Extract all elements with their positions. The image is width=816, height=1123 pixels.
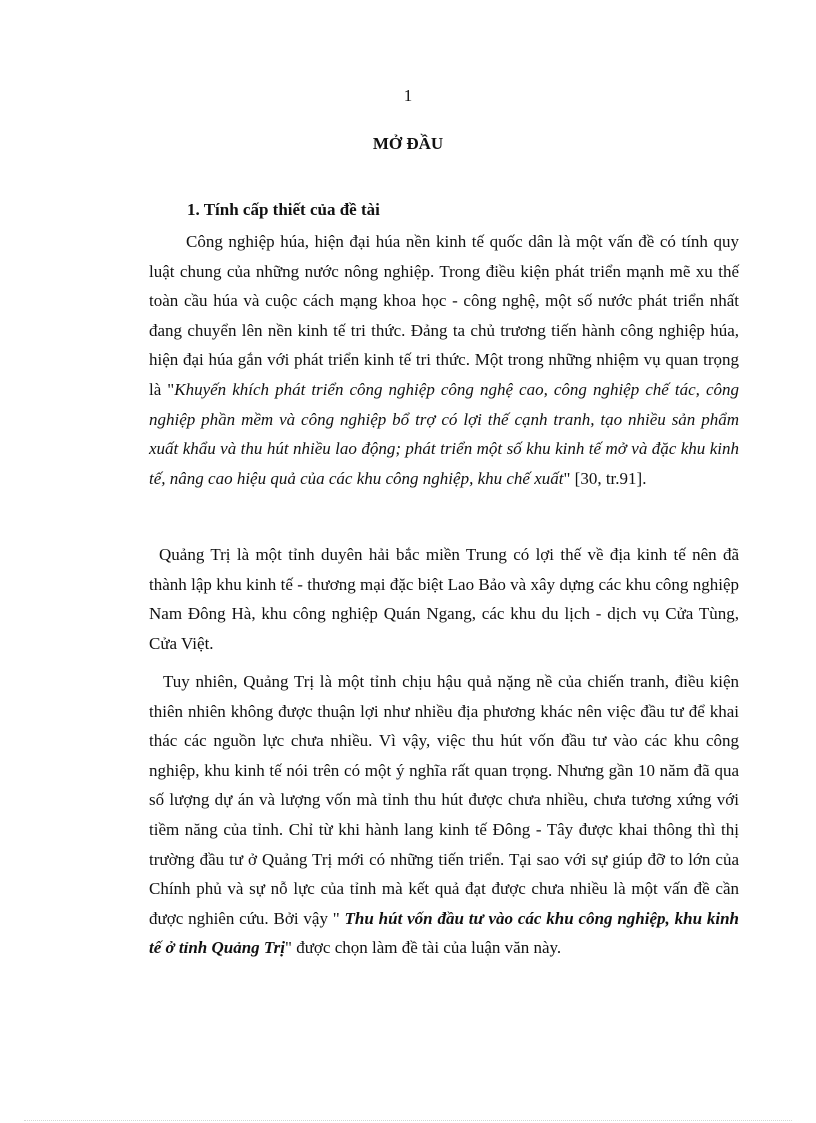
paragraph-rationale	[149, 667, 739, 963]
citation: " [30, tr.91].	[563, 468, 647, 488]
page-bottom-divider	[24, 1120, 792, 1121]
paragraph-rationale-text: Tuy nhiên, Quảng Trị là một tỉnh chịu hậu quả nặng nề của chiến tranh, điều kiện thiên nhiên không được thuận lợi như nhiều địa phương khác nên việc đầu tư để khai thác các nguồn lực chưa nhiều. Vì vậy, việc thu hút vốn đầu tư vào các khu công nghiệp, khu kinh tế nói trên có một ý nghĩa rất quan trọng. Nhưng gần 10 năm đã qua số lượng dự án và lượng vốn mà tỉnh thu hút được chưa nhiều, chưa tương xứng với tiềm năng của tỉnh. Chỉ từ khi hành lang kinh tế Đông - Tây được khai thông thì thị trường đầu tư ở Quảng Trị mới có những tiến triển. Tại sao với sự giúp đỡ to lớn của Chính phủ và sự nỗ lực của tỉnh mà kết quả đạt được chưa nhiều là một vấn đề cần được nghiên cứu. Bởi vậy "	[149, 672, 739, 928]
paragraph-intro-text: Công nghiệp húa, hiện đại húa nền kinh tế quốc dân là một vấn đề có tính quy luật chung của những nước nông nghiệp. Trong điều kiện phát triển mạnh mẽ xu thế toàn cầu húa và cuộc cách mạng khoa học - công nghệ, một số nước phát triển nhất đang chuyển lên nền kinh tế tri thức. Đảng ta chủ trương tiến hành công nghiệp húa, hiện đại húa gắn với phát triển kinh tế tri thức. Một trong những nhiệm vụ quan trọng là "	[149, 232, 739, 399]
paragraph-intro	[149, 227, 739, 493]
section-heading: 1. Tính cấp thiết của đề tài	[187, 200, 380, 219]
page-number: 1	[403, 86, 413, 105]
party-quote: Khuyến khích phát triển công nghiệp công nghệ cao, công nghiệp chế tác, công nghiệp phần mềm và công nghiệp bổ trợ có lợi thế cạnh tranh, tạo nhiều sản phẩm xuất khẩu và thu hút nhiều lao động; phát triển một số khu kinh tế mở và đặc khu kinh tế, nâng cao hiệu quả của các khu công nghiệp, khu chế xuất	[149, 379, 739, 488]
thesis-topic: Thu hút vốn đầu tư vào các khu công nghiệp, khu kinh tế ở tỉnh Quảng Trị	[149, 908, 739, 958]
paragraph-quang-tri: Quảng Trị là một tỉnh duyên hải bắc miền Trung có lợi thế về địa kinh tế nên đã thành lập khu kinh tế - thương mại đặc biệt Lao Bảo và xây dựng các khu công nghiệp Nam Đông Hà, khu công nghiệp Quán Ngang, các khu du lịch - dịch vụ Cửa Tùng, Cửa Việt.	[149, 545, 739, 653]
paragraph-rationale-end: " được chọn làm đề tài của luận văn này.	[285, 938, 562, 958]
document-title: MỞ ĐẦU	[372, 134, 444, 153]
